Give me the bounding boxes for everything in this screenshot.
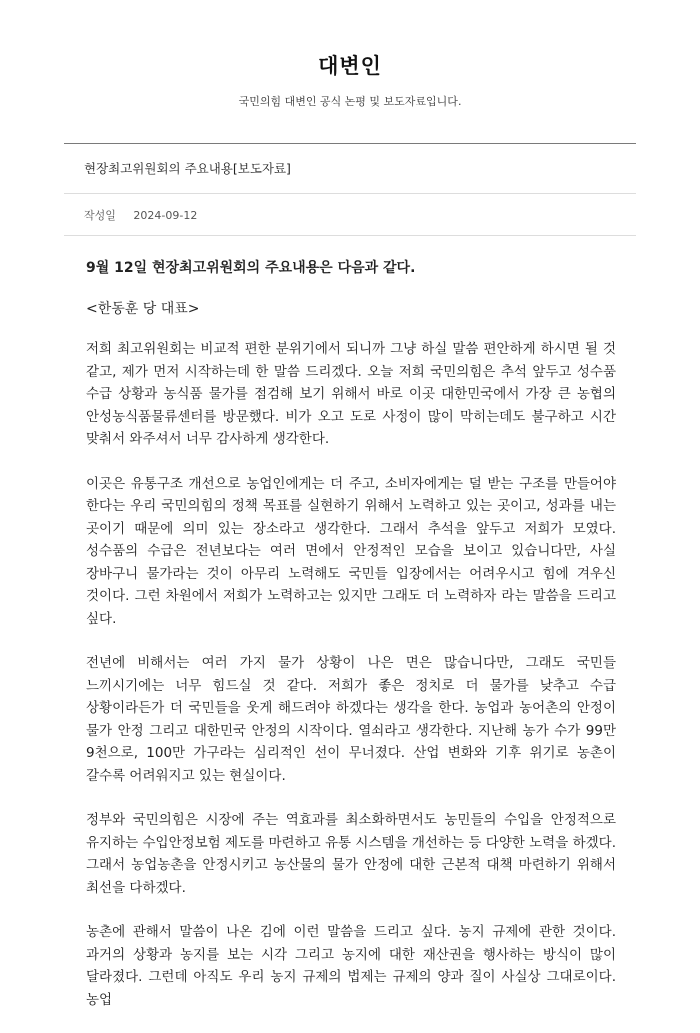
post-lead: 9월 12일 현장최고위원회의 주요내용은 다음과 같다. (86, 260, 416, 276)
date-label: 작성일 (84, 209, 116, 222)
body-paragraph: 이곳은 유통구조 개선으로 농업인에게는 더 주고, 소비자에게는 덜 받는 구조를 만들어야 한다는 우리 국민의힘의 정책 목표를 실현하기 위해서 노력하고 있는 곳이고, 성과를 내는 곳이기 때문에 의미 있는 장소라고 생각한다. 그래서 추석을 앞두고 저희가 모였다. 성수품의 수급은 전년보다는 여러 면에서 안정적인 모습을 보이고 있습니다만, 사실 장바구니 물가라는 것이 아무리 노력해도 국민들 입장에서는 어려우시고 힘에 겨우신 것이다. 그런 차원에서 저희가 노력하고는 있지만 그래도 더 노력하자 라는 말씀을 드리고 싶다. (86, 475, 616, 627)
speaker-heading: <한동훈 당 대표> (86, 300, 200, 317)
post-title: 현장최고위원회의 주요내용[보도자료] (64, 144, 636, 194)
site-header (0, 0, 700, 110)
body-paragraph: 정부와 국민의힘은 시장에 주는 역효과를 최소화하면서도 농민들의 수입을 안정적으로 유지하는 수입안정보험 제도를 마련하고 유통 시스템을 개선하는 등 다양한 노력을 하겠다. 그래서 농업농촌을 안정시키고 농산물의 물가 안정에 대한 근본적 대책 마련하기 위해서 최선을 다하겠다. (86, 812, 616, 896)
post-date: 2024-09-12 (133, 209, 198, 222)
site-description: 국민의힘 대변인 공식 논평 및 보도자료입니다. (238, 95, 462, 108)
body-paragraph: 전년에 비해서는 여러 가지 물가 상황이 나은 면은 많습니다만, 그래도 국민들 느끼시기에는 너무 힘드실 것 같다. 저희가 좋은 정치로 더 물가를 낮추고 수급 상황이라든가 더 국민들을 웃게 해드려야 하겠다는 생각을 한다. 농업과 농어촌의 안정이 물가 안정 그리고 대한민국 안정의 시작이다. 열쇠라고 생각한다. 지난해 농가 수가 99만 9천으로, 100만 가구라는 심리적인 선이 무너졌다. 산업 변화와 기후 위기로 농촌이 갈수록 어려워지고 있는 현실이다. (86, 655, 616, 784)
post-meta (64, 194, 636, 236)
post-article (64, 143, 636, 1033)
site-title[interactable]: 대변인 (318, 54, 382, 78)
body-paragraph: 농촌에 관해서 말씀이 나온 김에 이런 말씀을 드리고 싶다. 농지 규제에 관한 것이다. 과거의 상황과 농지를 보는 시각 그리고 농지에 대한 재산권을 행사하는 방식이 많이 달라졌다. 그런데 아직도 우리 농지 규제의 법제는 규제의 양과 질이 사실상 그대로이다. 농업 (86, 924, 616, 1008)
body-paragraph: 저희 최고위원회는 비교적 편한 분위기에서 되니까 그냥 하실 말씀 편안하게 하시면 될 것 같고, 제가 먼저 시작하는데 한 말씀 드리겠다. 오늘 저희 국민의힘은 추석 앞두고 성수품 수급 상황과 농식품 물가를 점검해 보기 위해서 바로 이곳 대한민국에서 가장 큰 농협의 안성농식품물류센터를 방문했다. 비가 오고 도로 사정이 많이 막히는데도 불구하고 시간 맞춰서 와주셔서 너무 감사하게 생각한다. (86, 341, 616, 447)
post-body (64, 236, 636, 1011)
